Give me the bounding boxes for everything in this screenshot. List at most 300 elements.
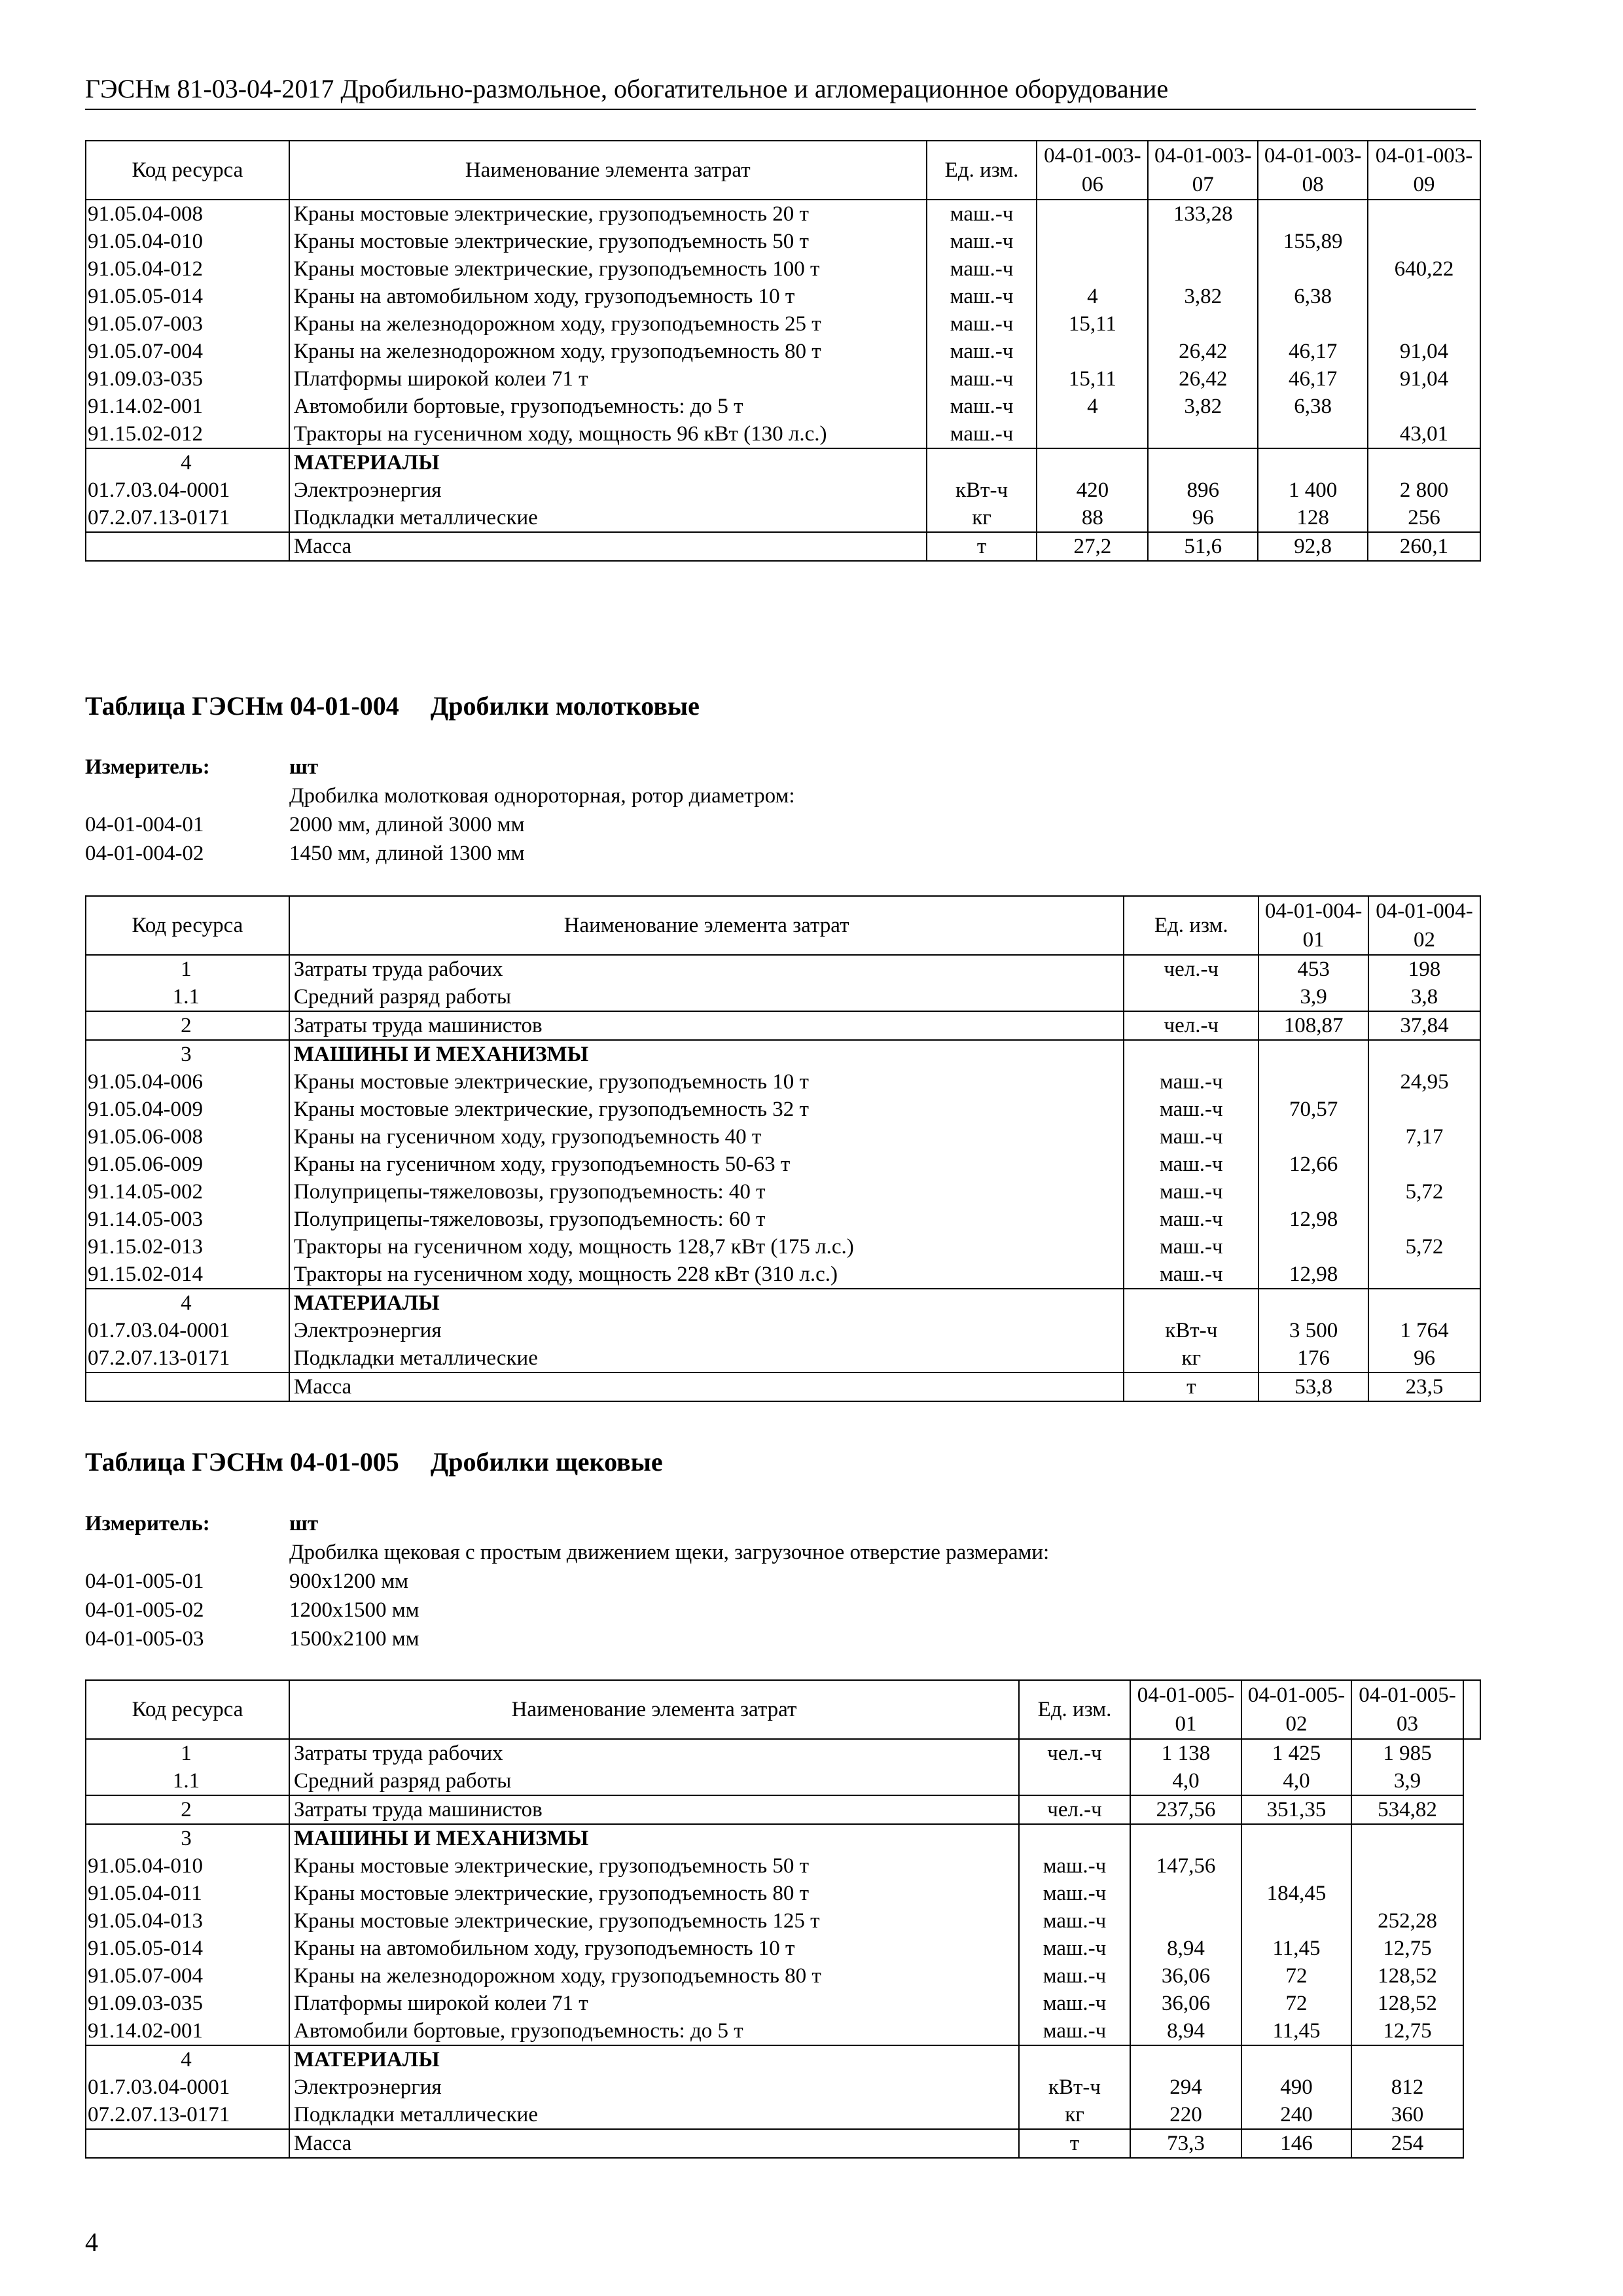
table-row [86,1206,1480,1233]
cost-element-cell: Подкладки металлические [289,504,927,532]
resource-code-cell: 91.05.07-004 [86,1962,289,1990]
column-header: Наименование элемента затрат [289,1680,1019,1739]
table-row [86,2017,1480,2045]
unit-cell: маш.-ч [927,200,1037,228]
value-cell [1368,1151,1480,1178]
unit-cell: маш.-ч [927,393,1037,420]
resource-code-cell: 3 [86,1824,289,1852]
item-code: 04-01-004-02 [85,842,204,865]
column-header: Код ресурса [86,1680,289,1739]
value-cell [1241,1824,1351,1852]
cost-element-cell: Краны на железнодорожном ходу, грузоподъемность 80 т [289,338,927,365]
resource-code-cell: 91.14.02-001 [86,2017,289,2045]
item-code: 04-01-005-01 [85,1570,204,1593]
value-cell [1368,228,1480,255]
value-cell: 46,17 [1258,365,1368,393]
cost-element-cell: Затраты труда рабочих [289,1739,1019,1767]
table-title-04-01-005 [85,1446,663,1477]
unit-cell: кВт-ч [927,476,1037,504]
value-cell: 360 [1351,2101,1463,2129]
resource-code-cell [86,2129,289,2158]
cost-element-cell: МАШИНЫ И МЕХАНИЗМЫ [289,1824,1019,1852]
unit-cell: маш.-ч [927,420,1037,448]
table-row [86,2073,1480,2101]
value-cell: 260,1 [1368,532,1480,561]
cost-element-cell: Краны мостовые электрические, грузоподъемность 50 т [289,1852,1019,1880]
value-cell [1258,1068,1368,1096]
resource-code-cell: 91.05.04-008 [86,200,289,228]
cost-element-cell: Электроэнергия [289,2073,1019,2101]
cost-element-cell: Тракторы на гусеничном ходу, мощность 128,7 кВт (175 л.с.) [289,1233,1124,1261]
value-cell [1351,1852,1463,1880]
value-cell: 184,45 [1241,1880,1351,1907]
cost-element-cell: Краны мостовые электрические, грузоподъемность 20 т [289,200,927,228]
cost-element-cell: Масса [289,532,927,561]
value-cell: 26,42 [1148,365,1258,393]
value-cell: 176 [1258,1344,1368,1372]
value-cell [1258,1289,1368,1317]
value-cell: 3,82 [1148,283,1258,310]
unit-cell: кВт-ч [1019,2073,1130,2101]
value-cell: 2 800 [1368,476,1480,504]
value-cell [1368,200,1480,228]
resource-code-cell: 91.05.04-006 [86,1068,289,1096]
column-header: Код ресурса [86,141,289,200]
value-cell: 534,82 [1351,1795,1463,1824]
resource-table-04-01-005 [85,1679,1481,2159]
value-cell [1351,2045,1463,2073]
table-header-row [86,896,1480,955]
unit-cell: маш.-ч [1124,1068,1258,1096]
unit-cell: маш.-ч [1019,1880,1130,1907]
unit-cell [1124,1289,1258,1317]
table-row [86,255,1480,283]
cost-element-cell: Полуприцепы-тяжеловозы, грузоподъемность: 40 т [289,1178,1124,1206]
value-cell [1258,255,1368,283]
value-cell [1148,228,1258,255]
cost-element-cell: Краны на автомобильном ходу, грузоподъемность 10 т [289,1935,1019,1962]
unit-cell [1019,1824,1130,1852]
column-header: 04-01-004-01 [1258,896,1368,955]
table-row [86,393,1480,420]
table-row [86,2129,1480,2158]
value-cell: 420 [1037,476,1148,504]
value-cell: 252,28 [1351,1907,1463,1935]
value-cell: 1 764 [1368,1317,1480,1344]
unit-cell: маш.-ч [1124,1123,1258,1151]
value-cell [1258,448,1368,476]
value-cell: 108,87 [1258,1011,1368,1040]
unit-cell: маш.-ч [1124,1151,1258,1178]
table-row [86,420,1480,448]
value-cell [1148,420,1258,448]
column-header [1463,1680,1480,1739]
table-row [86,1824,1480,1852]
cost-element-cell: Полуприцепы-тяжеловозы, грузоподъемность: 60 т [289,1206,1124,1233]
value-cell: 254 [1351,2129,1463,2158]
resource-code-cell: 4 [86,448,289,476]
unit-cell: маш.-ч [927,255,1037,283]
cost-element-cell: Тракторы на гусеничном ходу, мощность 96 кВт (130 л.с.) [289,420,927,448]
value-cell: 15,11 [1037,365,1148,393]
unit-cell: маш.-ч [1019,1907,1130,1935]
unit-cell: маш.-ч [927,338,1037,365]
unit-cell: чел.-ч [1019,1739,1130,1767]
value-cell: 73,3 [1130,2129,1241,2158]
value-cell: 72 [1241,1962,1351,1990]
cost-element-cell: Масса [289,1372,1124,1401]
table-header-row [86,1680,1480,1739]
meter-unit: шт [289,1512,319,1535]
value-cell [1037,255,1148,283]
value-cell: 146 [1241,2129,1351,2158]
cost-element-cell: Средний разряд работы [289,983,1124,1011]
value-cell: 26,42 [1148,338,1258,365]
value-cell [1368,1096,1480,1123]
resource-code-cell: 1 [86,1739,289,1767]
value-cell: 92,8 [1258,532,1368,561]
column-header: 04-01-005-02 [1241,1680,1351,1739]
unit-cell: маш.-ч [927,228,1037,255]
value-cell: 53,8 [1258,1372,1368,1401]
cost-element-cell: Краны на гусеничном ходу, грузоподъемность 50-63 т [289,1151,1124,1178]
value-cell: 4,0 [1241,1767,1351,1795]
resource-code-cell: 91.05.04-011 [86,1880,289,1907]
item-code: 04-01-004-01 [85,813,204,836]
value-cell [1368,1206,1480,1233]
value-cell: 24,95 [1368,1068,1480,1096]
unit-cell [1124,1040,1258,1068]
table-label: Таблица ГЭСНм 04-01-004 [85,691,399,721]
value-cell: 96 [1148,504,1258,532]
cost-element-cell: Затраты труда рабочих [289,955,1124,983]
cost-element-cell: Автомобили бортовые, грузоподъемность: до 5 т [289,2017,1019,2045]
value-cell: 36,06 [1130,1990,1241,2017]
value-cell: 3,9 [1351,1767,1463,1795]
column-header: Ед. изм. [1019,1680,1130,1739]
value-cell: 11,45 [1241,1935,1351,1962]
value-cell [1258,1233,1368,1261]
table-row [86,504,1480,532]
table-row [86,2101,1480,2129]
value-cell: 96 [1368,1344,1480,1372]
value-cell: 36,06 [1130,1962,1241,1990]
value-cell [1130,2045,1241,2073]
table-row [86,476,1480,504]
unit-cell: маш.-ч [1019,2017,1130,2045]
value-cell: 3,9 [1258,983,1368,1011]
column-header: 04-01-003-07 [1148,141,1258,200]
unit-cell: т [927,532,1037,561]
value-cell: 896 [1148,476,1258,504]
value-cell [1241,1907,1351,1935]
value-cell: 27,2 [1037,532,1148,561]
unit-cell: маш.-ч [927,365,1037,393]
table-row [86,1852,1480,1880]
cost-element-cell: Электроэнергия [289,476,927,504]
table-row [86,1739,1480,1767]
table-row [86,1907,1480,1935]
cost-element-cell: МАТЕРИАЛЫ [289,448,927,476]
meter-label: Измеритель: [85,755,210,779]
table-row [86,1233,1480,1261]
meter-description: Дробилка молотковая однороторная, ротор диаметром: [289,784,795,808]
unit-cell: т [1019,2129,1130,2158]
resource-code-cell: 91.05.04-013 [86,1907,289,1935]
resource-code-cell: 1 [86,955,289,983]
value-cell [1037,228,1148,255]
resource-code-cell: 91.05.04-010 [86,228,289,255]
value-cell [1258,1123,1368,1151]
value-cell: 294 [1130,2073,1241,2101]
resource-code-cell: 91.09.03-035 [86,365,289,393]
table-row [86,1261,1480,1289]
resource-code-cell: 91.05.04-010 [86,1852,289,1880]
unit-cell: маш.-ч [1019,1962,1130,1990]
value-cell [1037,420,1148,448]
cost-element-cell: МАТЕРИАЛЫ [289,2045,1019,2073]
value-cell: 11,45 [1241,2017,1351,2045]
value-cell [1037,200,1148,228]
table-title-04-01-004 [85,691,700,721]
table-row [86,1151,1480,1178]
value-cell: 8,94 [1130,1935,1241,1962]
value-cell: 43,01 [1368,420,1480,448]
table-row [86,1123,1480,1151]
resource-code-cell: 01.7.03.04-0001 [86,476,289,504]
value-cell [1037,448,1148,476]
resource-code-cell: 91.09.03-035 [86,1990,289,2017]
column-header: 04-01-005-03 [1351,1680,1463,1739]
table-row [86,1096,1480,1123]
value-cell [1258,1040,1368,1068]
resource-code-cell: 91.14.05-003 [86,1206,289,1233]
value-cell [1241,1852,1351,1880]
unit-cell: маш.-ч [1124,1261,1258,1289]
table-row [86,1880,1480,1907]
value-cell: 88 [1037,504,1148,532]
value-cell: 5,72 [1368,1178,1480,1206]
table-row [86,1935,1480,1962]
unit-cell [1124,983,1258,1011]
unit-cell [1019,2045,1130,2073]
value-cell: 70,57 [1258,1096,1368,1123]
resource-code-cell: 91.05.07-004 [86,338,289,365]
unit-cell: кВт-ч [1124,1317,1258,1344]
resource-code-cell: 07.2.07.13-0171 [86,2101,289,2129]
unit-cell: кг [1124,1344,1258,1372]
resource-code-cell: 91.05.06-008 [86,1123,289,1151]
table-name: Дробилки молотковые [430,691,700,721]
cost-element-cell: Подкладки металлические [289,1344,1124,1372]
value-cell: 7,17 [1368,1123,1480,1151]
meter-block-04-01-004 [85,753,795,868]
value-cell [1368,1289,1480,1317]
value-cell: 12,98 [1258,1206,1368,1233]
value-cell [1258,200,1368,228]
meter-description: Дробилка щековая с простым движением щеки, загрузочное отверстие размерами: [289,1541,1050,1564]
column-header: 04-01-005-01 [1130,1680,1241,1739]
resource-code-cell: 01.7.03.04-0001 [86,2073,289,2101]
value-cell [1368,310,1480,338]
value-cell [1258,310,1368,338]
unit-cell: кг [1019,2101,1130,2129]
resource-code-cell: 2 [86,1795,289,1824]
item-code: 04-01-005-02 [85,1598,204,1622]
resource-code-cell: 91.15.02-012 [86,420,289,448]
cost-element-cell: Краны на автомобильном ходу, грузоподъемность 10 т [289,283,927,310]
value-cell [1148,310,1258,338]
unit-cell: маш.-ч [927,310,1037,338]
cost-element-cell: Подкладки металлические [289,2101,1019,2129]
unit-cell: чел.-ч [1124,1011,1258,1040]
value-cell: 23,5 [1368,1372,1480,1401]
value-cell: 12,98 [1258,1261,1368,1289]
resource-code-cell: 4 [86,1289,289,1317]
value-cell: 128,52 [1351,1962,1463,1990]
table-row [86,200,1480,228]
value-cell [1148,255,1258,283]
resource-code-cell: 91.05.05-014 [86,1935,289,1962]
resource-code-cell: 91.15.02-014 [86,1261,289,1289]
cost-element-cell: Краны на гусеничном ходу, грузоподъемность 40 т [289,1123,1124,1151]
table-row [86,1962,1480,1990]
resource-code-cell: 1.1 [86,1767,289,1795]
resource-table-04-01-004 [85,895,1481,1402]
table-row [86,283,1480,310]
value-cell: 1 425 [1241,1739,1351,1767]
item-text: 1500x2100 мм [289,1627,419,1651]
cost-element-cell: Тракторы на гусеничном ходу, мощность 228 кВт (310 л.с.) [289,1261,1124,1289]
unit-cell: маш.-ч [1124,1206,1258,1233]
cost-element-cell: МАТЕРИАЛЫ [289,1289,1124,1317]
resource-code-cell: 91.14.02-001 [86,393,289,420]
table-row [86,1767,1480,1795]
unit-cell: маш.-ч [927,283,1037,310]
value-cell: 128,52 [1351,1990,1463,2017]
value-cell [1368,393,1480,420]
cost-element-cell: Краны мостовые электрические, грузоподъемность 125 т [289,1907,1019,1935]
table-row [86,365,1480,393]
resource-code-cell: 2 [86,1011,289,1040]
page-number: 4 [85,2227,98,2257]
unit-cell: маш.-ч [1124,1233,1258,1261]
value-cell: 6,38 [1258,283,1368,310]
cost-element-cell: Средний разряд работы [289,1767,1019,1795]
value-cell [1258,1178,1368,1206]
item-text: 1200x1500 мм [289,1598,419,1622]
value-cell [1368,1261,1480,1289]
table-row [86,1040,1480,1068]
table-row [86,228,1480,255]
value-cell: 351,35 [1241,1795,1351,1824]
value-cell [1241,2045,1351,2073]
table-label: Таблица ГЭСНм 04-01-005 [85,1447,399,1477]
value-cell [1351,1880,1463,1907]
column-header: Наименование элемента затрат [289,141,927,200]
table-row [86,532,1480,561]
column-header: Ед. изм. [927,141,1037,200]
value-cell: 3,82 [1148,393,1258,420]
table-row [86,1344,1480,1372]
cost-element-cell: Краны мостовые электрические, грузоподъемность 32 т [289,1096,1124,1123]
cost-element-cell: Электроэнергия [289,1317,1124,1344]
resource-code-cell: 07.2.07.13-0171 [86,504,289,532]
value-cell: 155,89 [1258,228,1368,255]
value-cell: 3 500 [1258,1317,1368,1344]
value-cell: 128 [1258,504,1368,532]
resource-code-cell: 01.7.03.04-0001 [86,1317,289,1344]
page-header: ГЭСНм 81-03-04-2017 Дробильно-размольное, обогатительное и агломерационное оборудование [85,73,1476,110]
table-row [86,955,1480,983]
value-cell: 490 [1241,2073,1351,2101]
item-text: 1450 мм, длиной 1300 мм [289,842,525,865]
item-text: 2000 мм, длиной 3000 мм [289,813,525,836]
cost-element-cell: Краны мостовые электрические, грузоподъемность 100 т [289,255,927,283]
resource-code-cell: 1.1 [86,983,289,1011]
resource-code-cell: 91.05.07-003 [86,310,289,338]
value-cell: 1 138 [1130,1739,1241,1767]
value-cell: 46,17 [1258,338,1368,365]
value-cell [1368,283,1480,310]
value-cell [1368,1040,1480,1068]
value-cell: 147,56 [1130,1852,1241,1880]
table-row [86,2045,1480,2073]
unit-cell [927,448,1037,476]
value-cell: 133,28 [1148,200,1258,228]
value-cell [1130,1880,1241,1907]
value-cell: 4 [1037,283,1148,310]
cost-element-cell: Краны на железнодорожном ходу, грузоподъемность 25 т [289,310,927,338]
item-text: 900x1200 мм [289,1570,409,1593]
value-cell: 5,72 [1368,1233,1480,1261]
cost-element-cell: Краны мостовые электрические, грузоподъемность 10 т [289,1068,1124,1096]
table-row [86,1795,1480,1824]
column-header: 04-01-003-09 [1368,141,1480,200]
cost-element-cell: Краны мостовые электрические, грузоподъемность 80 т [289,1880,1019,1907]
value-cell [1148,448,1258,476]
column-header: Наименование элемента затрат [289,896,1124,955]
resource-code-cell: 07.2.07.13-0171 [86,1344,289,1372]
column-header: 04-01-003-06 [1037,141,1148,200]
value-cell: 12,75 [1351,1935,1463,1962]
item-code: 04-01-005-03 [85,1627,204,1651]
table-row [86,448,1480,476]
cost-element-cell: Масса [289,2129,1019,2158]
unit-cell: чел.-ч [1124,955,1258,983]
value-cell: 256 [1368,504,1480,532]
table-row [86,310,1480,338]
table-row [86,1317,1480,1344]
value-cell: 240 [1241,2101,1351,2129]
value-cell [1130,1824,1241,1852]
value-cell [1258,420,1368,448]
table-row [86,1990,1480,2017]
table-row [86,1068,1480,1096]
unit-cell: маш.-ч [1124,1096,1258,1123]
resource-table-04-01-003 [85,140,1481,562]
value-cell: 6,38 [1258,393,1368,420]
cost-element-cell: Затраты труда машинистов [289,1795,1019,1824]
table-row [86,1289,1480,1317]
table-row [86,1178,1480,1206]
value-cell: 51,6 [1148,532,1258,561]
value-cell: 3,8 [1368,983,1480,1011]
table-row [86,1372,1480,1401]
resource-code-cell: 91.05.06-009 [86,1151,289,1178]
resource-code-cell: 91.15.02-013 [86,1233,289,1261]
value-cell: 4,0 [1130,1767,1241,1795]
